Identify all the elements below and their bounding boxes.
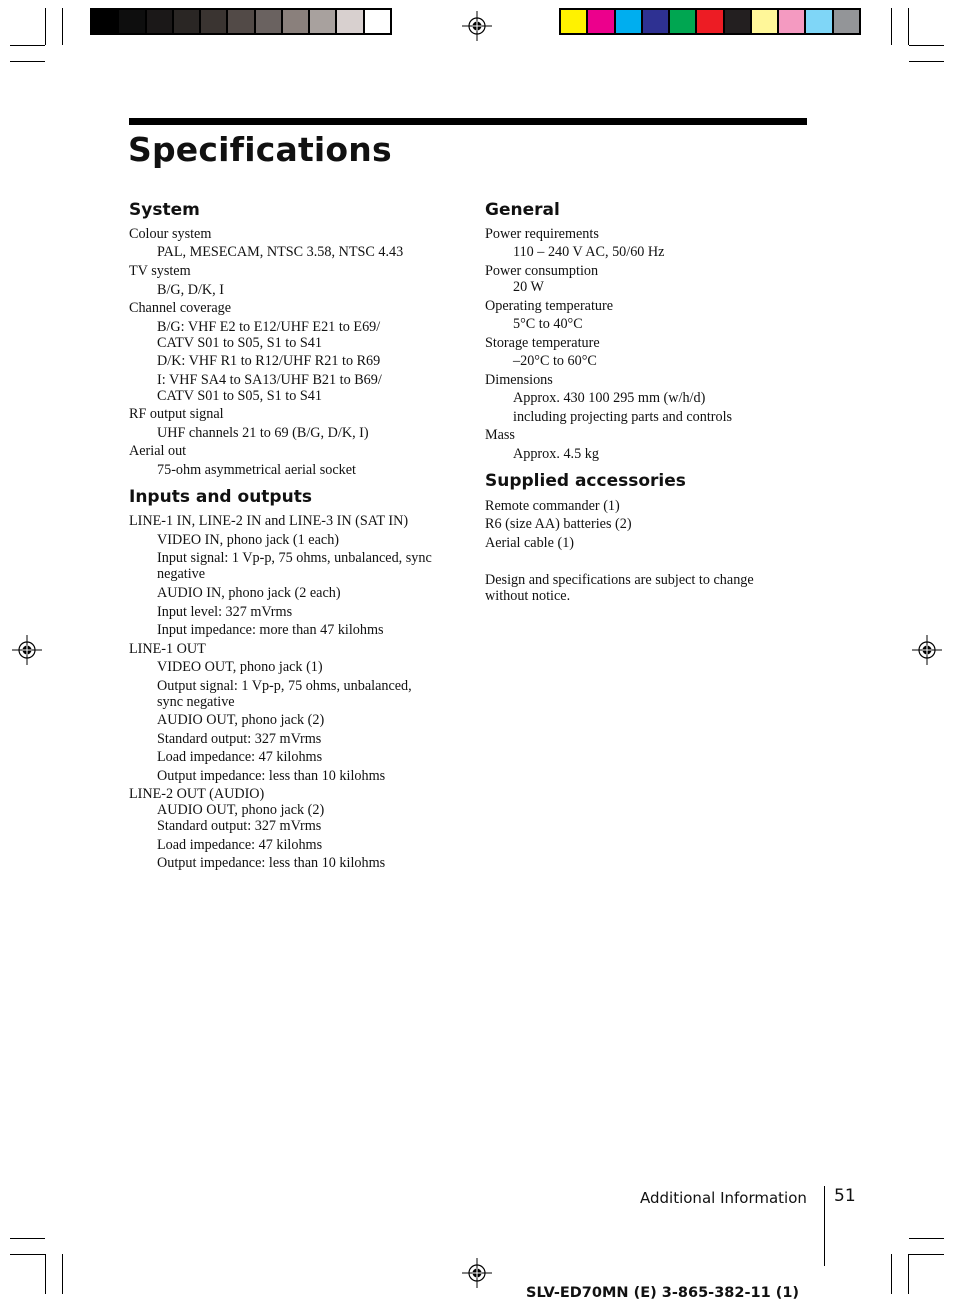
spec-line: Approx. 430 100 295 mm (w/h/d) [513,390,706,406]
color-swatch [614,10,641,33]
registration-mark-icon [462,1258,492,1288]
color-swatch [117,10,144,33]
spec-line: VIDEO IN, phono jack (1 each) [157,532,340,548]
spec-line: AUDIO OUT, phono jack (2) [157,712,325,728]
spec-line: Input level: 327 mVrms [157,604,293,620]
spec-line: including projecting parts and controls [513,409,733,425]
spec-line: Design and specifications are subject to change [485,572,754,588]
color-swatch [281,10,308,33]
color-swatch [804,10,831,33]
spec-line: CATV S01 to S05, S1 to S41 [157,335,322,351]
color-swatch [641,10,668,33]
title-rule [129,118,807,125]
spec-line: AUDIO OUT, phono jack (2) [157,802,325,818]
spec-line: Output signal: 1 Vp-p, 75 ohms, unbalanced, [157,678,412,694]
color-swatch [561,10,586,33]
section-heading-supplied-accessories: Supplied accessories [485,471,686,491]
spec-line: Approx. 4.5 kg [513,446,599,462]
color-swatch [586,10,613,33]
spec-line: LINE-1 OUT [129,641,206,657]
color-swatch [363,10,390,33]
spec-line: negative [157,566,206,582]
spec-line: without notice. [485,588,571,604]
color-swatch [723,10,750,33]
model-code: SLV-ED70MN (E) 3-865-382-11 (1) [526,1285,800,1301]
grayscale-calibration-bar [90,8,392,35]
spec-line: Aerial cable (1) [485,535,575,551]
spec-line: LINE-1 IN, LINE-2 IN and LINE-3 IN (SAT IN) [129,513,409,529]
color-calibration-bar [559,8,861,35]
color-swatch [199,10,226,33]
color-swatch [750,10,777,33]
spec-line: Input impedance: more than 47 kilohms [157,622,384,638]
section-heading-inputs-outputs: Inputs and outputs [129,487,312,507]
footer-divider [824,1186,825,1266]
color-swatch [695,10,722,33]
registration-mark-icon [12,635,42,665]
page-number: 51 [834,1186,856,1206]
spec-line: Input signal: 1 Vp-p, 75 ohms, unbalanced, sync [157,550,432,566]
spec-line: B/G, D/K, I [157,282,224,298]
spec-line: Mass [485,427,515,443]
registration-mark-icon [462,11,492,41]
spec-line: VIDEO OUT, phono jack (1) [157,659,323,675]
spec-line: Dimensions [485,372,553,388]
spec-line: LINE-2 OUT (AUDIO) [129,786,265,802]
spec-line: Load impedance: 47 kilohms [157,749,323,765]
spec-line: B/G: VHF E2 to E12/UHF E21 to E69/ [157,319,381,335]
spec-line: Colour system [129,226,212,242]
spec-line: UHF channels 21 to 69 (B/G, D/K, I) [157,425,369,441]
spec-line: CATV S01 to S05, S1 to S41 [157,388,322,404]
spec-line: AUDIO IN, phono jack (2 each) [157,585,341,601]
color-swatch [172,10,199,33]
spec-line: R6 (size AA) batteries (2) [485,516,632,532]
spec-line: 75-ohm asymmetrical aerial socket [157,462,356,478]
spec-line: Standard output: 327 mVrms [157,731,322,747]
spec-line: Output impedance: less than 10 kilohms [157,768,386,784]
section-heading-system: System [129,200,200,220]
color-swatch [226,10,253,33]
color-swatch [145,10,172,33]
footer-section-name: Additional Information [640,1189,807,1207]
spec-line: –20°C to 60°C [513,353,597,369]
spec-line: sync negative [157,694,235,710]
spec-line: 110 – 240 V AC, 50/60 Hz [513,244,665,260]
color-swatch [92,10,117,33]
color-swatch [308,10,335,33]
spec-line: Channel coverage [129,300,232,316]
spec-line: RF output signal [129,406,224,422]
spec-line: Power requirements [485,226,599,242]
spec-line: PAL, MESECAM, NTSC 3.58, NTSC 4.43 [157,244,404,260]
spec-line: TV system [129,263,191,279]
color-swatch [777,10,804,33]
spec-line: 5°C to 40°C [513,316,583,332]
spec-line: 20 W [513,279,544,295]
registration-mark-icon [912,635,942,665]
spec-line: Operating temperature [485,298,614,314]
color-swatch [254,10,281,33]
spec-line: I: VHF SA4 to SA13/UHF B21 to B69/ [157,372,382,388]
spec-line: D/K: VHF R1 to R12/UHF R21 to R69 [157,353,381,369]
spec-line: Output impedance: less than 10 kilohms [157,855,386,871]
color-swatch [335,10,362,33]
color-swatch [668,10,695,33]
color-swatch [832,10,859,33]
spec-line: Load impedance: 47 kilohms [157,837,323,853]
spec-line: Aerial out [129,443,187,459]
spec-line: Remote commander (1) [485,498,620,514]
page-title: Specifications [128,130,392,169]
spec-line: Standard output: 327 mVrms [157,818,322,834]
spec-line: Power consumption [485,263,599,279]
section-heading-general: General [485,200,560,220]
spec-line: Storage temperature [485,335,600,351]
